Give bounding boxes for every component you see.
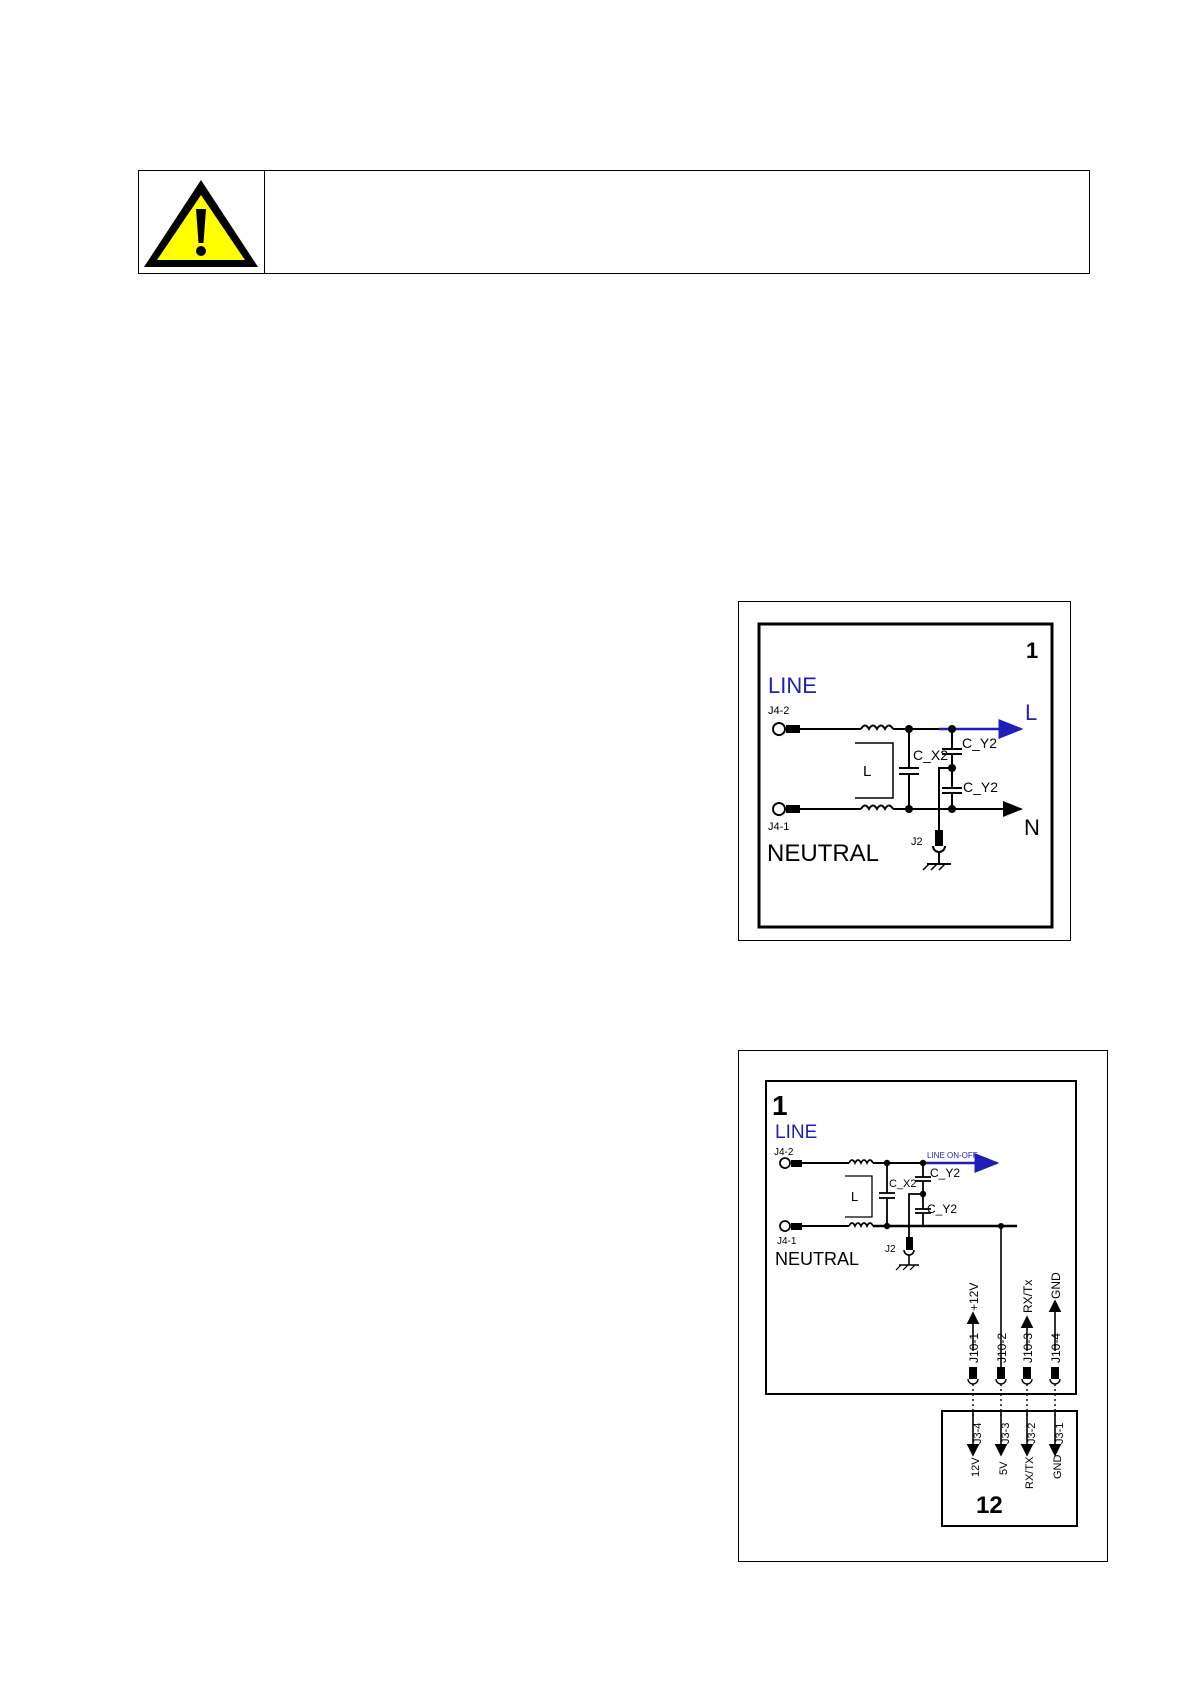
figure-2-number: 1	[772, 1090, 788, 1121]
j10-3-signal: RX/Tx	[1021, 1279, 1035, 1313]
cx2-label-2: C_X2	[889, 1178, 917, 1190]
j3-2-label: J3-2	[1026, 1422, 1038, 1444]
neutral-label: NEUTRAL	[767, 840, 880, 867]
j10-1-label: J10-1	[967, 1332, 981, 1363]
figure-1-number: 1	[1026, 638, 1039, 663]
j3-1-label: J3-1	[1054, 1422, 1066, 1444]
warning-box	[138, 170, 1090, 274]
board-signal-5v: 5V	[998, 1461, 1010, 1475]
inductor-label-2: L	[851, 1189, 859, 1204]
schematic-1-drawing	[739, 602, 1070, 940]
j10-connector-row	[967, 1272, 1063, 1384]
j10-4-label: J10-4	[1049, 1332, 1063, 1363]
schematic-figure-2	[738, 1050, 1108, 1562]
schematic-figure-1	[738, 601, 1071, 941]
cy2-bottom-label: C_Y2	[963, 779, 999, 795]
j3-connector-row	[970, 1411, 1066, 1489]
cy2-top-label-2: C_Y2	[930, 1166, 961, 1180]
j4-1-label: J4-1	[768, 821, 790, 833]
j4-2-connector	[773, 723, 785, 735]
board-signal-rxtx: RX/TX	[1024, 1456, 1036, 1489]
j10-1-signal: +12V	[967, 1282, 981, 1311]
warning-text-cell	[265, 171, 1089, 273]
choke-bottom	[861, 806, 893, 810]
cy2-bottom-label-2: C_Y2	[927, 1202, 958, 1216]
j3-4-label: J3-4	[972, 1422, 984, 1444]
schematic-2-drawing	[739, 1051, 1107, 1561]
j2-label-2: J2	[885, 1244, 896, 1255]
inductor-bracket	[855, 743, 893, 798]
warning-triangle-icon	[139, 171, 264, 273]
line-label: LINE	[768, 673, 817, 698]
j2-label: J2	[911, 836, 923, 848]
j10-3-label: J10-3	[1021, 1332, 1035, 1363]
j4-2-label: J4-2	[768, 705, 790, 717]
j4-2-label-2: J4-2	[774, 1147, 794, 1158]
line-label-2: LINE	[775, 1122, 818, 1143]
neutral-label-2: NEUTRAL	[775, 1249, 860, 1269]
board-number: 12	[976, 1492, 1003, 1519]
j4-1-connector	[773, 803, 785, 815]
j3-3-label: J3-3	[1000, 1422, 1012, 1444]
board-signal-gnd: GND	[1052, 1454, 1064, 1479]
board-signal-12v: 12V	[970, 1457, 982, 1477]
cx2-label: C_X2	[913, 747, 949, 763]
line-on-off-label: LINE ON-OFF	[927, 1151, 978, 1160]
out-n-label: N	[1024, 815, 1040, 840]
j10-2-label: J10-2	[995, 1332, 1009, 1363]
choke-top	[861, 726, 893, 730]
j4-1-label-2: J4-1	[777, 1236, 797, 1247]
j2-connector	[935, 830, 943, 846]
j10-4-signal: GND	[1049, 1272, 1063, 1299]
inductor-label: L	[863, 763, 872, 780]
out-l-label: L	[1025, 700, 1038, 725]
warning-icon-cell	[139, 171, 265, 273]
cy2-top-label: C_Y2	[962, 735, 998, 751]
